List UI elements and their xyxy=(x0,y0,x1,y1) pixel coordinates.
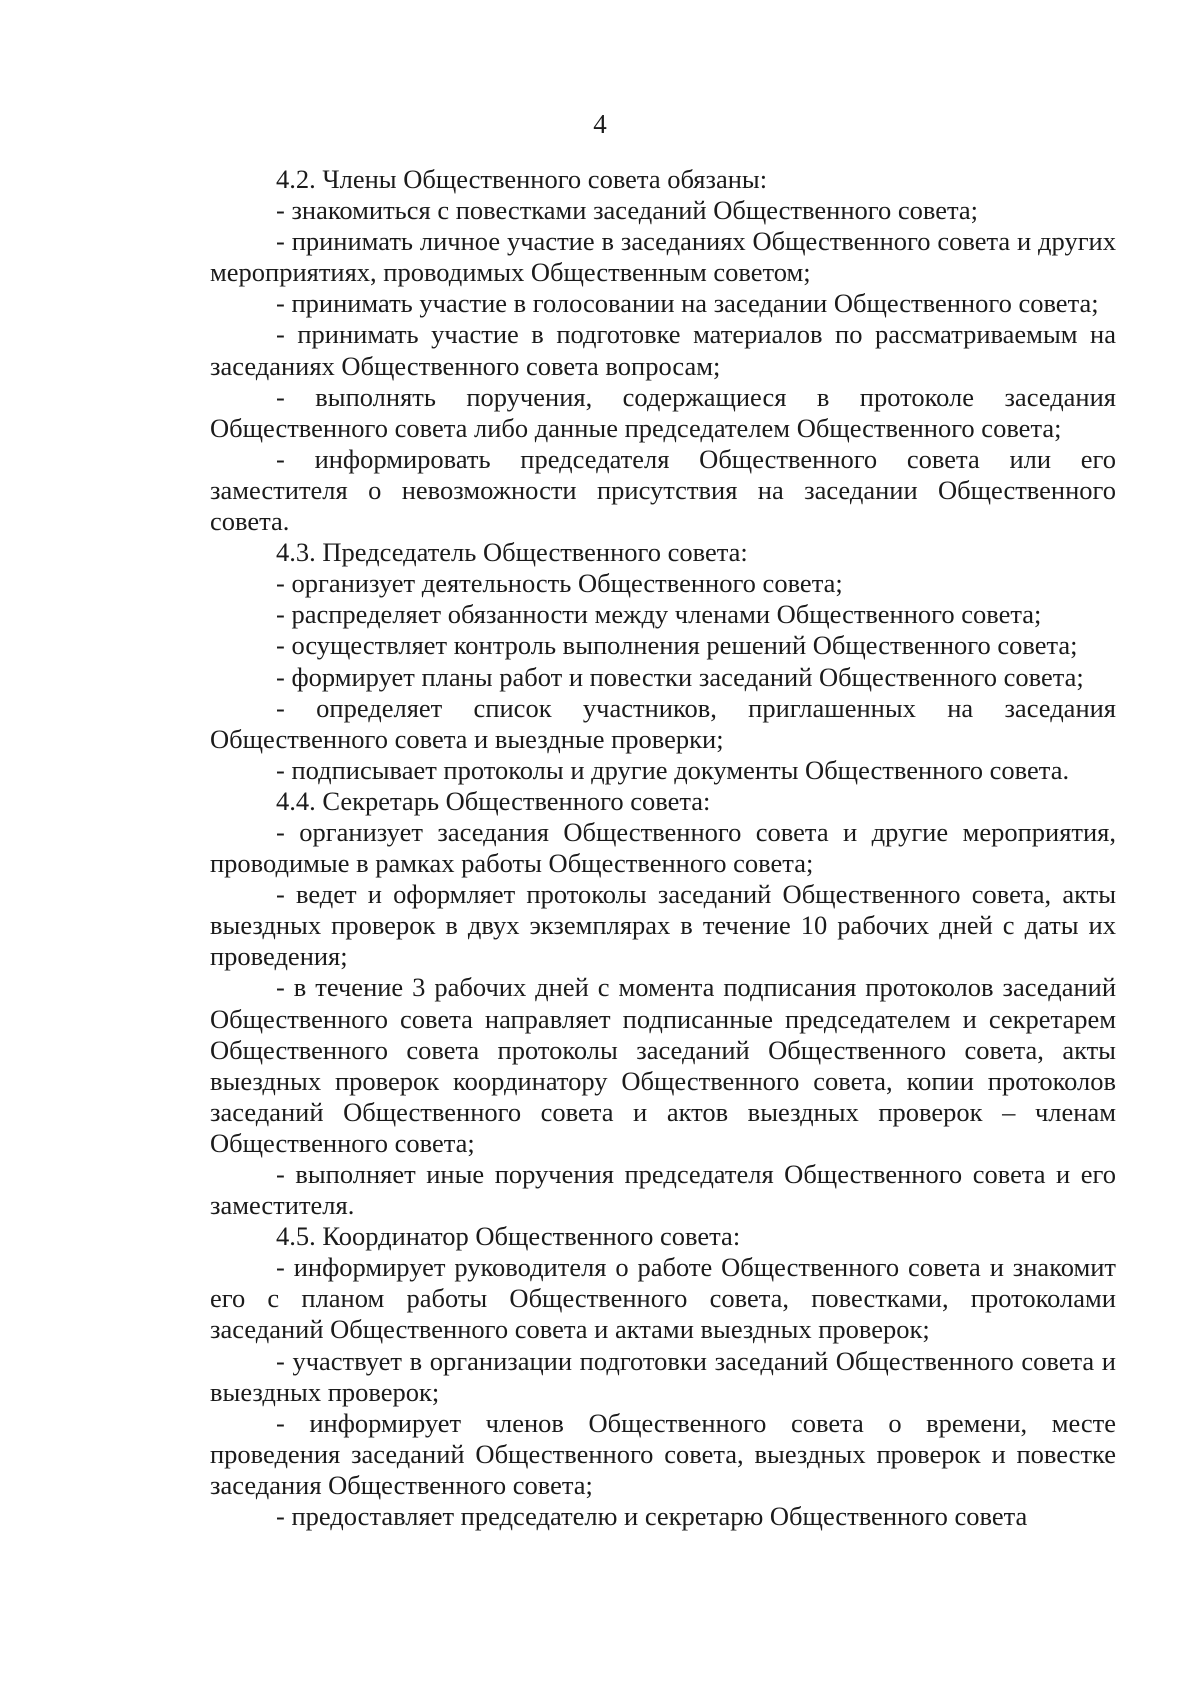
paragraph: - принимать участие в подготовке материалов по рассматриваемым на заседаниях Общественного совета вопросам; xyxy=(210,319,1116,381)
paragraph: - ведет и оформляет протоколы заседаний Общественного совета, акты выездных проверок в двух экземплярах в течение 10 рабочих дней с даты их проведения; xyxy=(210,879,1116,972)
paragraph: - информировать председателя Общественного совета или его заместителя о невозможности присутствия на заседании Общественного совета. xyxy=(210,443,1116,537)
paragraph: - принимать личное участие в заседаниях Общественного совета и других мероприятиях, проводимых Общественным советом; xyxy=(210,226,1116,288)
paragraph: - организует заседания Общественного совета и другие мероприятия, проводимые в рамках работы Общественного совета; xyxy=(210,816,1116,879)
paragraph: - принимать участие в голосовании на заседании Общественного совета; xyxy=(276,288,1099,319)
paragraph: - организует деятельность Общественного совета; xyxy=(276,568,843,599)
paragraph: - информирует руководителя о работе Общественного совета и знакомит его с планом работы Общественного совета, повестками, протоколами заседаний Общественного совета и актами выездных проверок; xyxy=(210,1252,1116,1345)
paragraph: - информирует членов Общественного совета о времени, месте проведения заседаний Общественного совета, выездных проверок и повестке заседания Общественного совета; xyxy=(210,1407,1116,1500)
paragraph: - предоставляет председателю и секретарю Общественного совета xyxy=(276,1501,1028,1532)
paragraph: - выполнять поручения, содержащиеся в протоколе заседания Общественного совета либо данные председателем Общественного совета; xyxy=(210,381,1116,443)
paragraph: - в течение 3 рабочих дней с момента подписания протоколов заседаний Общественного совета направляет подписанные председателем и секретарем Общественного совета протоколы заседаний Общественного совета, акты выездных проверок координатору Общественного совета, копии протоколов заседаний Общественного совета и актов выездных проверок – членам Общественного совета; xyxy=(210,972,1116,1158)
paragraph: - знакомиться с повестками заседаний Общественного совета; xyxy=(276,195,978,226)
paragraph: - осуществляет контроль выполнения решений Общественного совета; xyxy=(276,630,1078,661)
paragraph: - подписывает протоколы и другие документы Общественного совета. xyxy=(276,754,1070,785)
paragraph: - формирует планы работ и повестки заседаний Общественного совета; xyxy=(276,661,1084,692)
paragraph: - определяет список участников, приглашенных на заседания Общественного совета и выездные проверки; xyxy=(210,692,1116,754)
paragraph: - участвует в организации подготовки заседаний Общественного совета и выездных проверок; xyxy=(210,1345,1116,1407)
page-number: 4 xyxy=(593,109,607,139)
paragraph: 4.2. Члены Общественного совета обязаны: xyxy=(276,164,768,194)
paragraph: 4.4. Секретарь Общественного совета: xyxy=(276,785,711,816)
document-body xyxy=(210,164,1116,1532)
paragraph: - выполняет иные поручения председателя Общественного совета и его заместителя. xyxy=(210,1159,1116,1221)
paragraph: - распределяет обязанности между членами Общественного совета; xyxy=(276,599,1042,630)
paragraph: 4.5. Координатор Общественного совета: xyxy=(276,1221,741,1252)
paragraph: 4.3. Председатель Общественного совета: xyxy=(276,537,748,568)
